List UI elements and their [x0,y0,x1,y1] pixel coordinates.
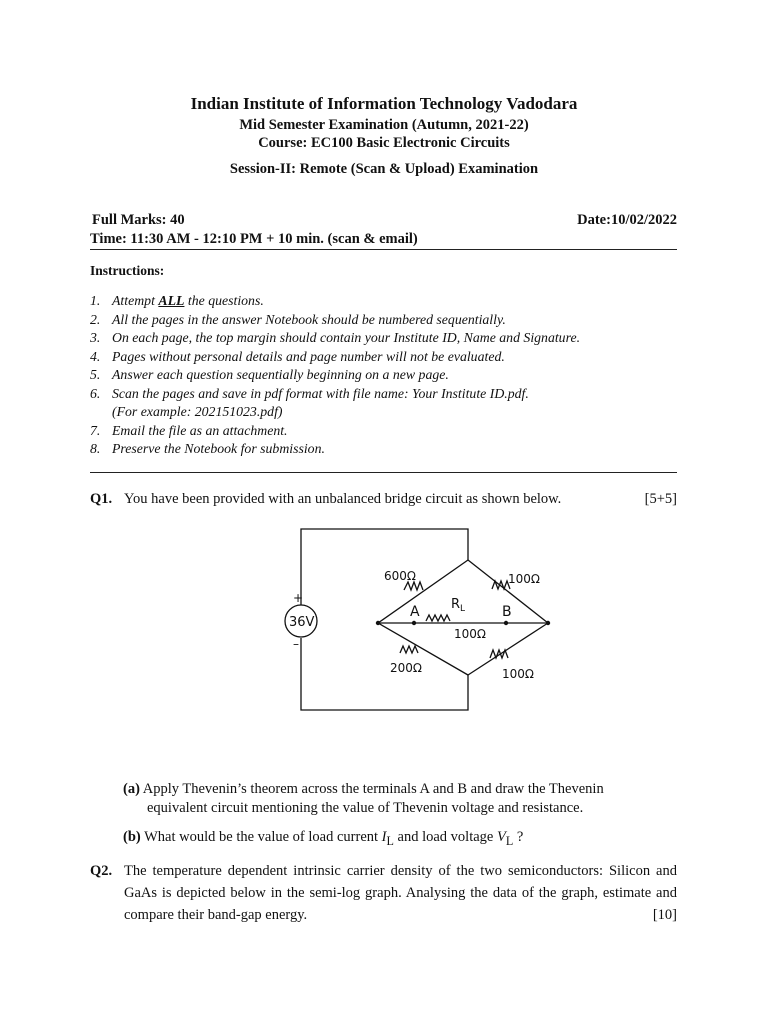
instruction-number: 8. [90,441,101,456]
question-1b [123,828,677,851]
instruction-number: 3. [90,330,101,345]
instruction-text-pre: Attempt [112,293,159,308]
resistor-bottom-right-symbol [490,650,508,658]
instruction-number: 6. [90,385,101,401]
instruction-item [90,385,690,404]
resistor-bottom-right-label: 100Ω [502,667,535,681]
question-number: Q1. [90,491,113,507]
load-resistor-letter: R [451,597,461,612]
resistor-bottom-left-label: 200Ω [390,661,423,675]
subquestion-label: (a) [123,781,140,797]
instruction-text: Email the file as an attachment. [112,422,288,438]
marks-date-row [92,212,677,229]
instruction-item [90,422,690,441]
question-marks: [10] [652,907,677,923]
instruction-number: 2. [90,311,101,327]
node-right [546,621,550,625]
node-left [376,621,380,625]
question-number: Q2. [90,863,113,879]
voltage-symbol: V [497,829,506,845]
instruction-text: Pages without personal details and page number will not be evaluated. [112,348,505,364]
subquestion-text-mid: and load voltage [393,829,497,845]
node-a-dot [412,621,416,625]
exam-title: Mid Semester Examination (Autumn, 2021-22) [239,117,529,133]
instruction-number: 7. [90,422,101,438]
wire-bottom [301,638,468,710]
source-minus-label: – [293,637,299,651]
instruction-text: (For example: 202151023.pdf) [112,404,283,419]
source-value-label: 36V [289,615,315,630]
node-a-label: A [410,604,420,620]
subquestion-text-line2: equivalent circuit mentioning the value of Thevenin voltage and resistance. [147,800,584,816]
full-marks: Full Marks: 40 [92,212,185,228]
instruction-text: All the pages in the answer Notebook should be numbered sequentially. [112,311,506,327]
question-2 [90,860,677,926]
instruction-item [90,440,690,459]
instruction-number: 5. [90,367,101,382]
instruction-number: 1. [90,293,101,308]
subquestion-text-post: ? [513,829,524,845]
question-marks: [5+5] [644,491,677,507]
course-title: Course: EC100 Basic Electronic Circuits [258,135,510,151]
exam-date: Date:10/02/2022 [577,212,677,228]
question-text: You have been provided with an unbalanced bridge circuit as shown below. [124,491,562,507]
divider [90,472,677,473]
instruction-item [90,348,690,367]
exam-time: Time: 11:30 AM - 12:10 PM + 10 min. (scan & email) [90,231,418,247]
load-resistor-value: 100Ω [454,627,487,641]
instruction-text: Preserve the Notebook for submission. [112,441,325,456]
institute-name: Indian Institute of Information Technology Vadodara [190,94,578,113]
session-title: Session-II: Remote (Scan & Upload) Examination [229,161,539,177]
instruction-item [90,292,690,311]
question-text: The temperature dependent intrinsic carrier density of the two semiconductors: Silicon and GaAs is depicted below in the semi-log graph. Analysing the data of the graph, estimate and compare their band-gap energy. [124,863,677,923]
current-subscript: L [386,833,394,848]
instruction-text: On each page, the top margin should contain your Institute ID, Name and Signature. [112,330,581,345]
instruction-item [90,366,690,385]
question-1 [90,488,677,510]
instruction-item [90,403,690,422]
instruction-emphasis: ALL [158,293,185,308]
resistor-top-left-symbol [404,582,423,590]
divider [90,249,677,250]
wire-top [301,529,468,605]
node-b-dot [504,621,508,625]
current-symbol: I [381,829,387,845]
load-resistor-subscript: L [460,604,466,614]
resistor-bottom-left-symbol [400,646,418,653]
load-resistor-symbol [426,615,450,621]
resistor-top-right-label: 100Ω [508,572,541,586]
resistor-top-left-label: 600Ω [384,569,417,583]
source-plus-label: + [293,591,304,605]
instruction-number: 4. [90,348,101,364]
instruction-item [90,329,690,348]
subquestion-text-pre: What would be the value of load current [144,829,382,845]
load-resistor-label [451,597,465,614]
voltage-subscript: L [505,833,514,848]
question-1a [123,780,677,818]
instruction-text: Answer each question sequentially beginning on a new page. [112,367,449,382]
subquestion-label: (b) [123,829,141,845]
instruction-text: Scan the pages and save in pdf format with file name: Your Institute ID.pdf. [112,385,529,401]
subquestion-text-line1: Apply Thevenin’s theorem across the terminals A and B and draw the Thevenin [142,781,604,797]
bridge-circuit-diagram [280,520,560,720]
instruction-item [90,311,690,330]
node-b-label: B [502,604,512,620]
instructions-title: Instructions: [90,263,165,278]
instruction-text-post: the questions. [184,293,264,308]
instructions-list [90,292,690,459]
